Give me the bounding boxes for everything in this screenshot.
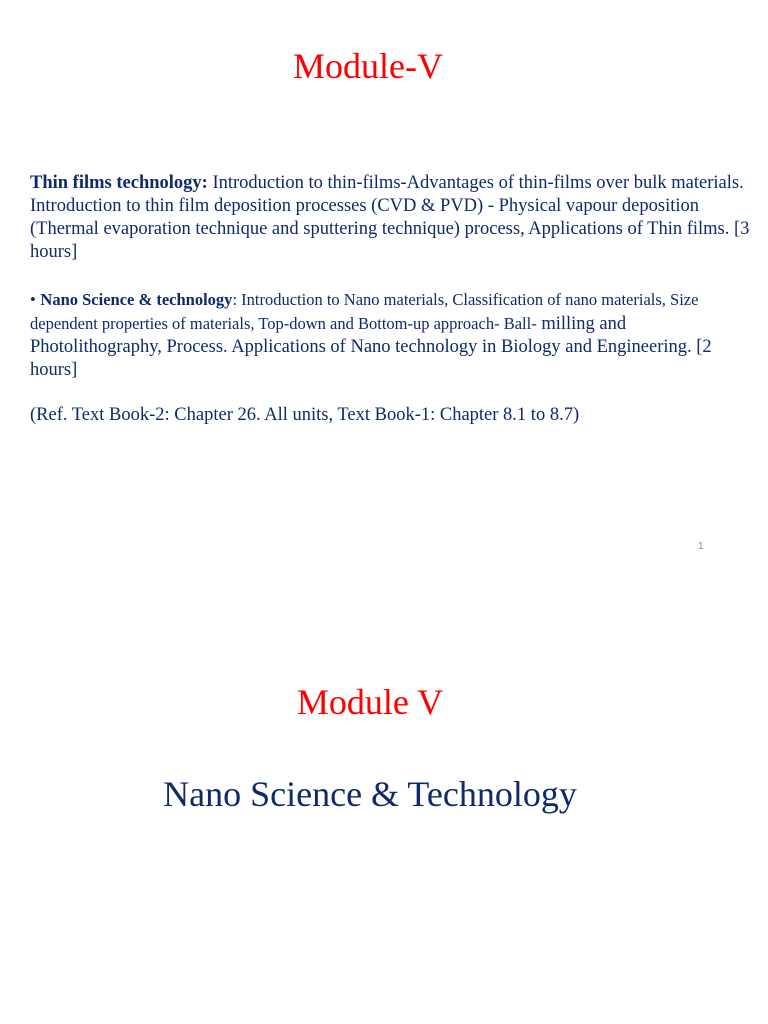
slide-2-subtitle: Nano Science & Technology — [163, 774, 577, 814]
page-number: 1 — [698, 541, 704, 552]
slide-2-title: Module V — [296, 682, 444, 722]
nano-body: milling and Photolithography, Process. Applications of Nano technology in Biology and Engineering. [2 hours] — [30, 314, 712, 380]
reference-line: (Ref. Text Book-2: Chapter 26. All units, Text Book-1: Chapter 8.1 to 8.7) — [30, 405, 580, 425]
thin-films-paragraph — [30, 172, 758, 264]
nano-heading: Nano Science & technology — [40, 290, 233, 309]
nano-body-small: : Introduction to Nano materials, Classification of nano materials, Size dependent properties of materials, Top-down and Bottom-up approach- Ball- — [30, 290, 699, 333]
slide-1-title: Module-V — [293, 46, 443, 86]
thin-films-heading: Thin films technology: — [30, 173, 208, 193]
thin-films-body: Introduction to thin-films-Advantages of thin-films over bulk materials. Introduction to thin film deposition processes (CVD & PVD) - Physical vapour deposition (Thermal evaporation technique and sputtering technique) process, Applications of Thin films. [3 hours] — [30, 173, 750, 262]
bullet: • — [30, 290, 36, 309]
nano-paragraph — [30, 288, 758, 382]
